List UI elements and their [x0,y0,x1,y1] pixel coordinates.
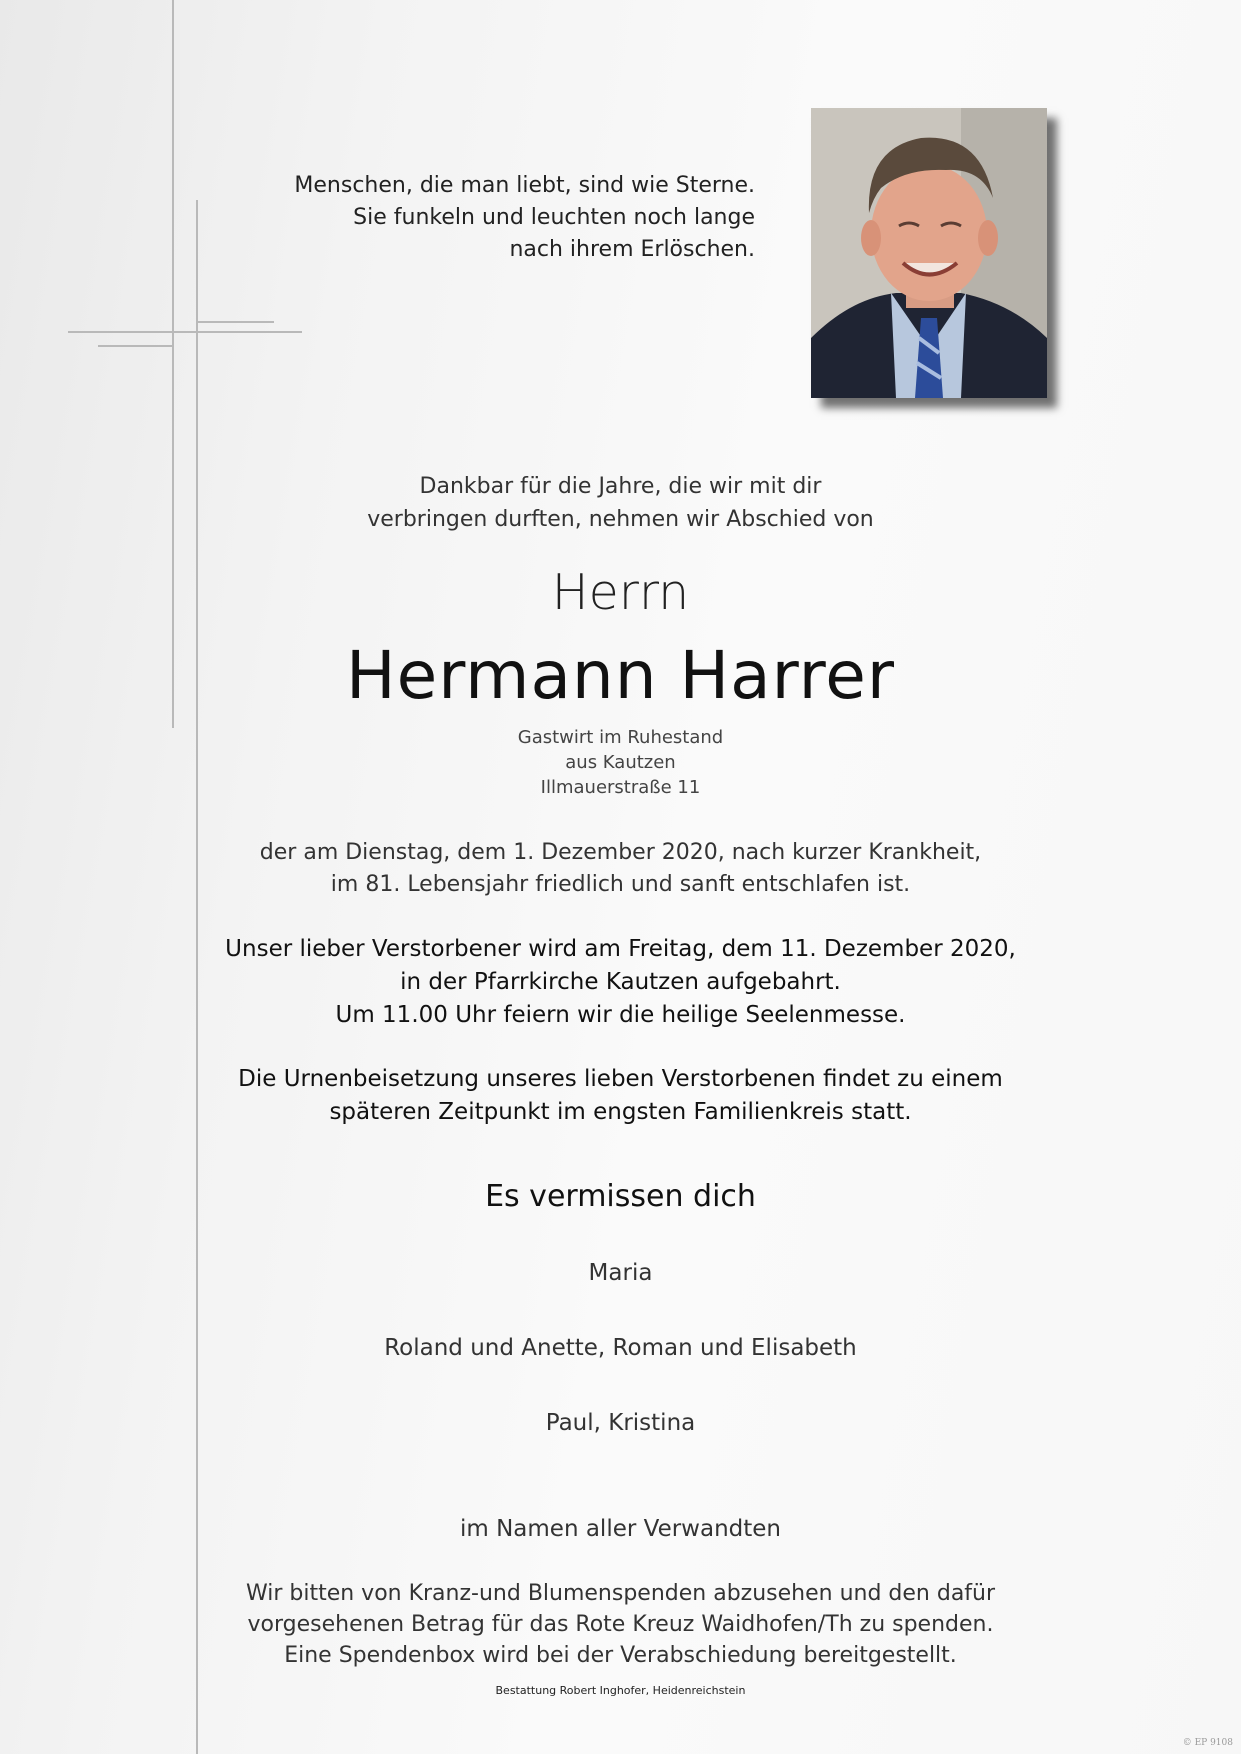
death-line-2: im 81. Lebensjahr friedlich und sanft entschlafen ist. [330,872,911,897]
death-line-1: der am Dienstag, dem 1. Dezember 2020, nach kurzer Krankheit, [259,840,982,865]
cross-horizontal-bottom-right [198,321,274,323]
burial-line-1: Die Urnenbeisetzung unseres lieben Verstorbenen findet zu einem [238,1066,1003,1092]
quote-line-1: Menschen, die man liebt, sind wie Sterne. [294,173,755,198]
intro-line-2: verbringen durften, nehmen wir Abschied von [367,507,874,532]
intro-text [0,470,1241,536]
address: Illmauerstraße 11 [540,777,701,798]
quote-line-3: nach ihrem Erlöschen. [509,237,755,262]
burial-line-2: späteren Zeitpunkt im engsten Familienkreis statt. [329,1099,912,1125]
mourners-heading: Es vermissen dich [485,1179,756,1214]
cross-horizontal-bottom [98,345,174,347]
portrait-image [811,108,1047,398]
portrait-photo [811,108,1047,398]
cross-horizontal-top [68,331,302,333]
burial-info [0,1063,1241,1129]
mourner-name: Roland und Anette, Roman und Elisabeth [384,1335,857,1361]
origin: aus Kautzen [565,752,676,773]
donation-line-3: Eine Spendenbox wird bei der Verabschiedung bereitgestellt. [284,1643,957,1668]
occupation: Gastwirt im Ruhestand [517,727,724,748]
death-notice [0,837,1241,901]
service-line-2: in der Pfarrkirche Kautzen aufgebahrt. [400,969,841,995]
service-line-3: Um 11.00 Uhr feiern wir die heilige Seelenmesse. [335,1002,906,1028]
undertaker-credit: Bestattung Robert Inghofer, Heidenreichstein [495,1684,746,1697]
service-info [0,933,1241,1032]
mourner-name: Paul, Kristina [545,1410,696,1436]
mourner-name: Maria [588,1260,653,1286]
quote-line-2: Sie funkeln und leuchten noch lange [353,205,755,230]
donation-note [0,1578,1241,1671]
intro-line-1: Dankbar für die Jahre, die wir mit dir [419,474,822,499]
deceased-details [0,725,1241,800]
deceased-name: Hermann Harrer [345,637,896,714]
donation-line-2: vorgesehenen Betrag für das Rote Kreuz Waidhofen/Th zu spenden. [247,1612,994,1637]
service-line-1: Unser lieber Verstorbener wird am Freitag, dem 11. Dezember 2020, [225,936,1016,962]
salutation: Herrn [551,564,690,621]
template-code: © EP 9108 [1182,1738,1233,1748]
quote [200,170,755,266]
relatives-note: im Namen aller Verwandten [459,1516,782,1542]
donation-line-1: Wir bitten von Kranz-und Blumenspenden abzusehen und den dafür [245,1581,996,1606]
